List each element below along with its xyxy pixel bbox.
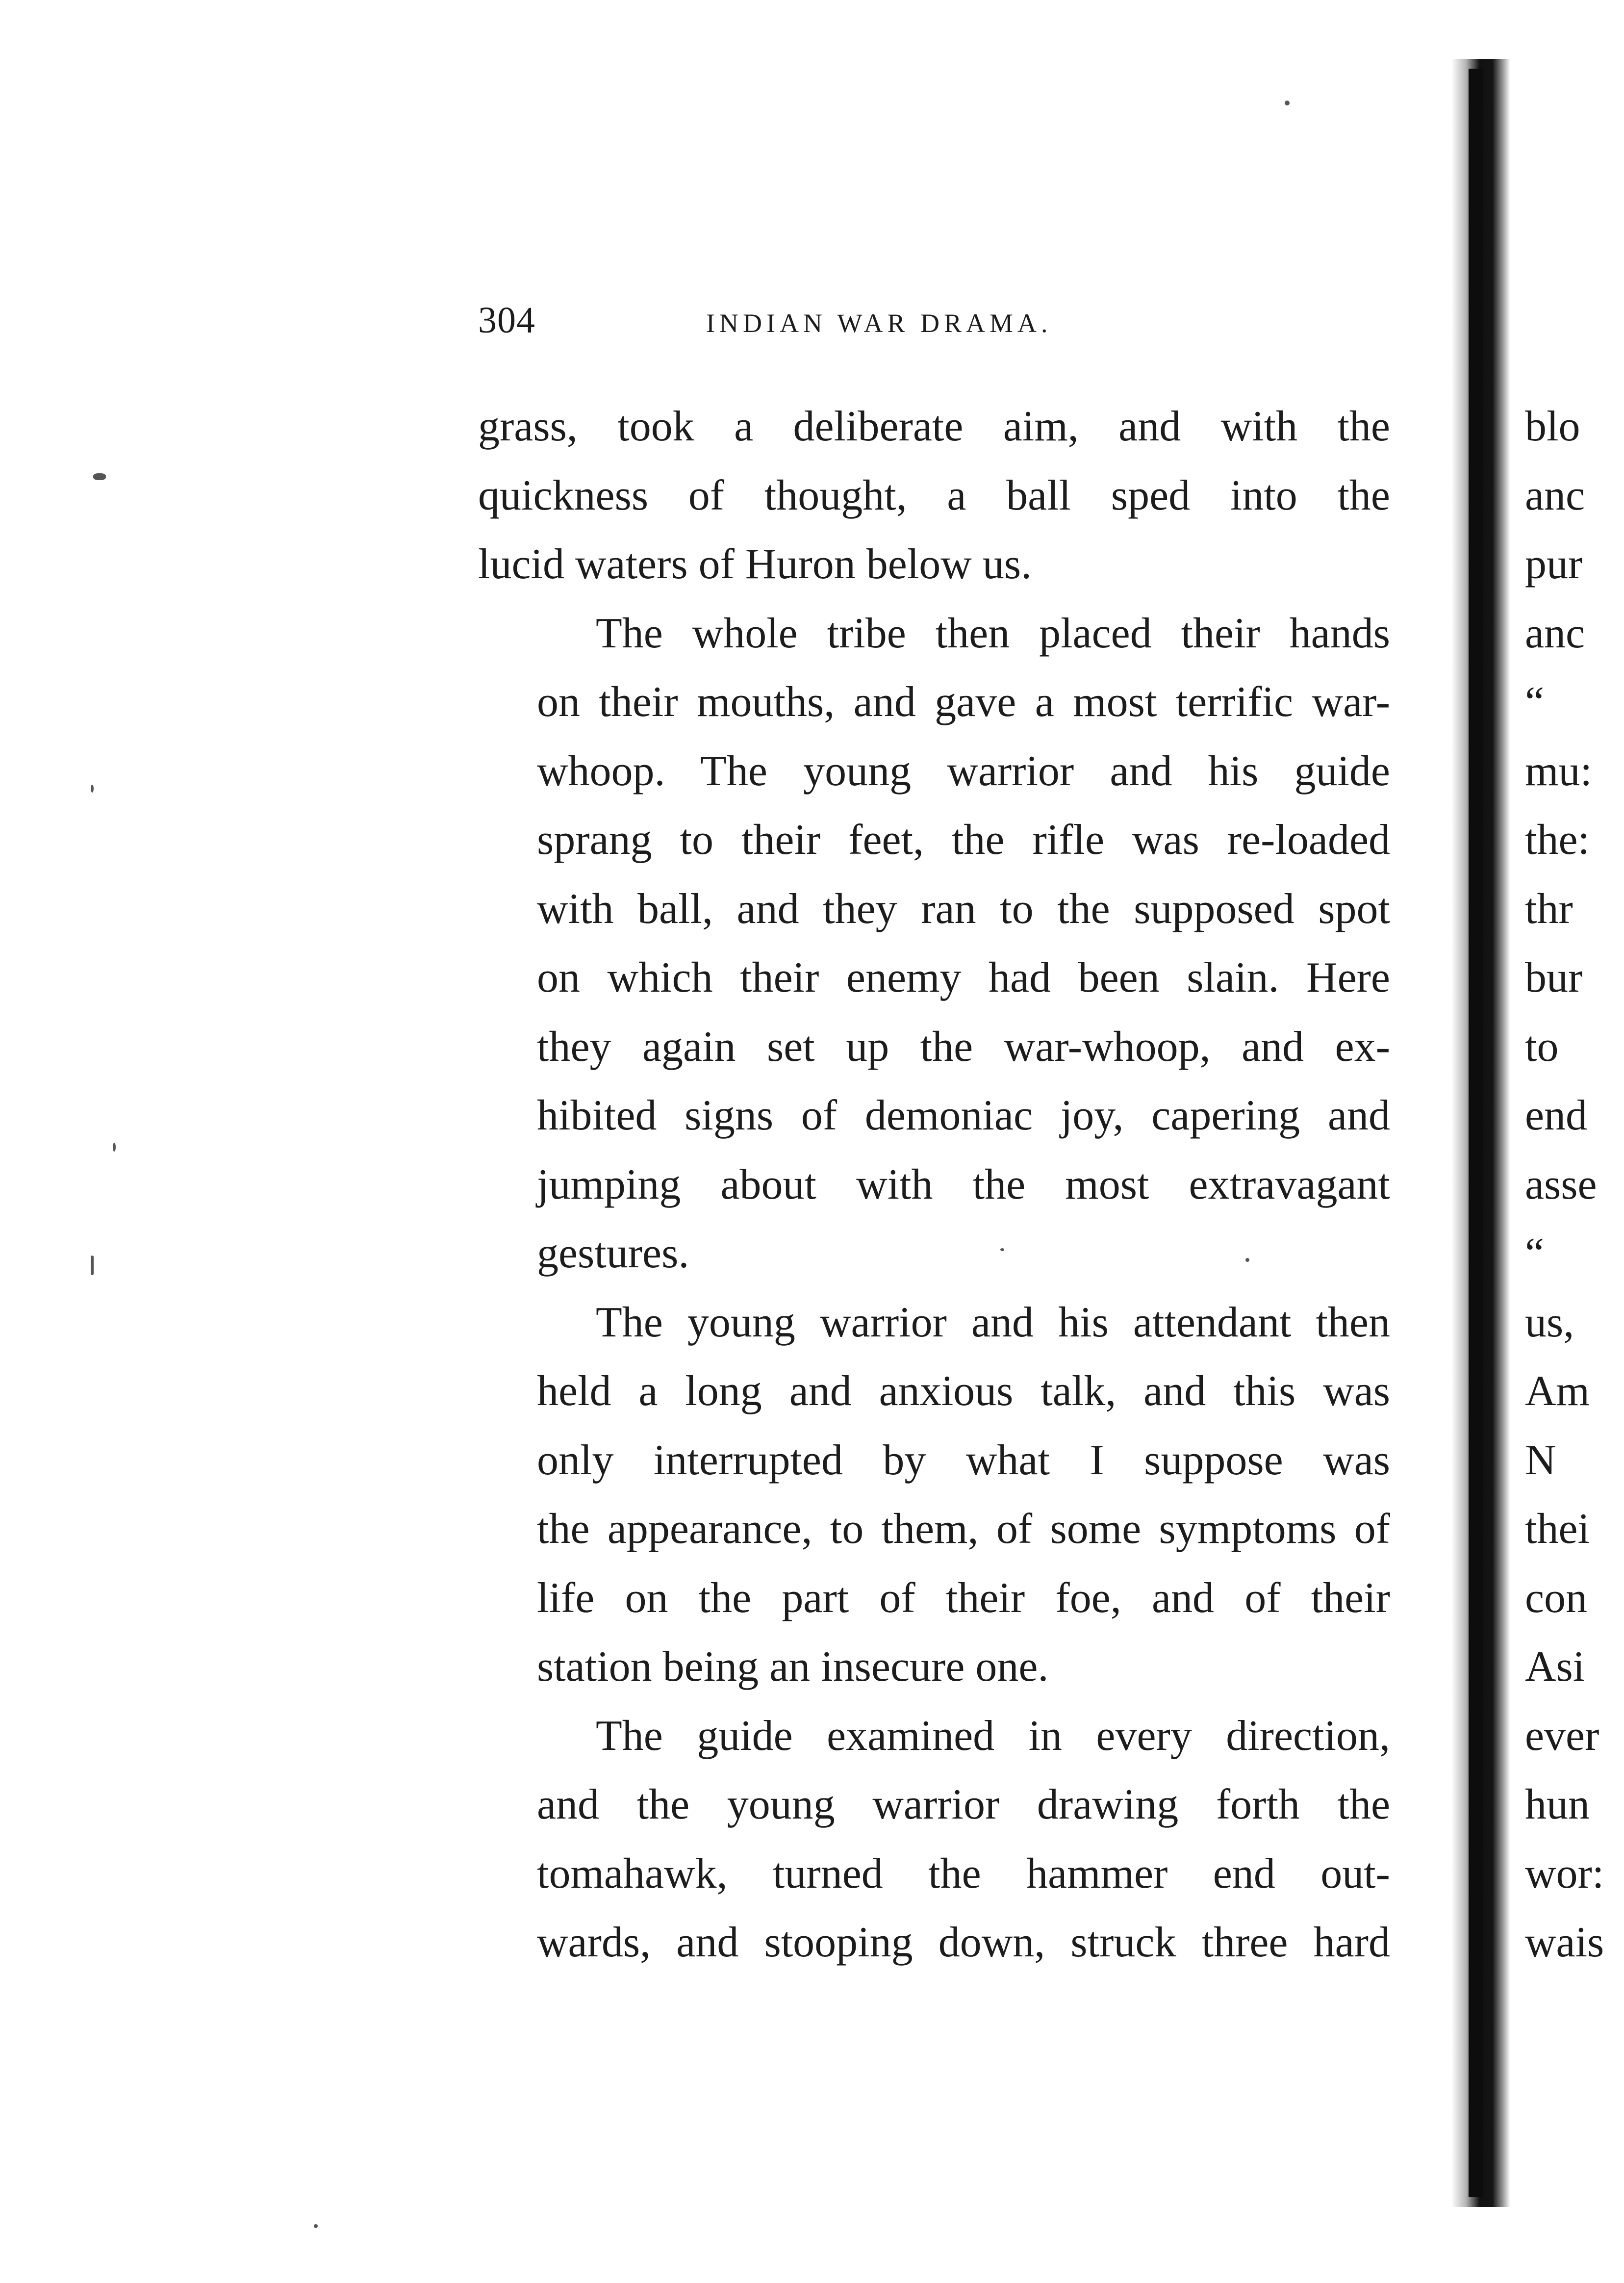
facing-fragment: wais [1525,1919,1604,1966]
facing-fragment: to [1525,1023,1559,1071]
text-line: The young warrior and his attendant then [596,1298,1390,1346]
paragraph [478,392,1390,599]
facing-fragment: pur [1525,540,1583,588]
facing-fragment: the: [1525,816,1590,864]
text-line: quickness of thought, a ball sped into the [478,471,1390,519]
text-line: grass, took a deliberate aim, and with the [478,403,1390,450]
text-line: The guide examined in every direction, [596,1712,1390,1760]
facing-fragment: end [1525,1092,1588,1139]
text-line: station being an insecure one. [537,1643,1049,1691]
text-line: they again set up the war-whoop, and ex- [537,1023,1390,1071]
facing-fragment: “ [1525,1230,1545,1277]
text-line: on their mouths, and gave a most terrific war- [537,678,1390,726]
facing-fragment: hun [1525,1781,1590,1828]
facing-fragment: bur [1525,954,1583,1001]
facing-fragment: mu: [1525,747,1592,795]
text-line: lucid waters of Huron below us. [478,540,1032,588]
text-line: on which their enemy had been slain. Here [537,954,1390,1001]
text-line: hibited signs of demoniac joy, capering and [537,1092,1390,1139]
paragraph [478,1702,1390,1977]
scan-speck [93,473,106,480]
text-line: sprang to their feet, the rifle was re-loaded [537,816,1390,864]
running-head [478,299,1390,353]
body-text [478,392,1390,1977]
facing-fragment: ever [1525,1712,1599,1760]
facing-fragment: thr [1525,885,1573,933]
text-line: wards, and stooping down, struck three hard [537,1919,1390,1966]
text-line: the appearance, to them, of some symptoms of [537,1505,1390,1553]
text-line: gestures. [537,1230,689,1277]
scan-speck [1000,1248,1004,1251]
facing-fragment: anc [1525,471,1585,519]
paragraph [478,1288,1390,1702]
facing-page-fragments [1525,392,1624,1977]
page-number: 304 [478,300,535,341]
binding-edge [1469,69,1483,2197]
facing-fragment: anc [1525,609,1585,657]
facing-fragment: us, [1525,1298,1574,1346]
scan-speck [1285,101,1290,105]
facing-fragment: Asi [1525,1643,1585,1691]
facing-fragment: blo [1525,403,1580,450]
text-line: The whole tribe then placed their hands [596,609,1390,657]
text-line: with ball, and they ran to the supposed spot [537,885,1390,933]
scan-speck [91,1256,94,1275]
facing-fragment: N [1525,1436,1556,1484]
facing-fragment: asse [1525,1160,1597,1208]
paragraph [478,599,1390,1288]
facing-fragment: con [1525,1574,1588,1622]
text-line: tomahawk, turned the hammer end out- [537,1849,1390,1898]
facing-fragment: thei [1525,1505,1590,1553]
facing-fragment: “ [1525,678,1545,726]
scan-speck [314,2224,318,2228]
scan-speck [91,785,94,793]
text-line: held a long and anxious talk, and this was [537,1367,1390,1415]
running-title: INDIAN WAR DRAMA. [706,308,1052,338]
text-line: life on the part of their foe, and of their [537,1574,1390,1622]
text-line: only interrupted by what I suppose was [537,1436,1390,1484]
text-line: jumping about with the most extravagant [537,1160,1390,1208]
facing-fragment: Am [1525,1367,1590,1415]
scan-speck [1245,1258,1249,1262]
text-line: and the young warrior drawing forth the [537,1781,1390,1828]
text-line: whoop. The young warrior and his guide [537,747,1390,795]
scan-speck [113,1143,116,1152]
facing-fragment: wor: [1525,1849,1604,1898]
